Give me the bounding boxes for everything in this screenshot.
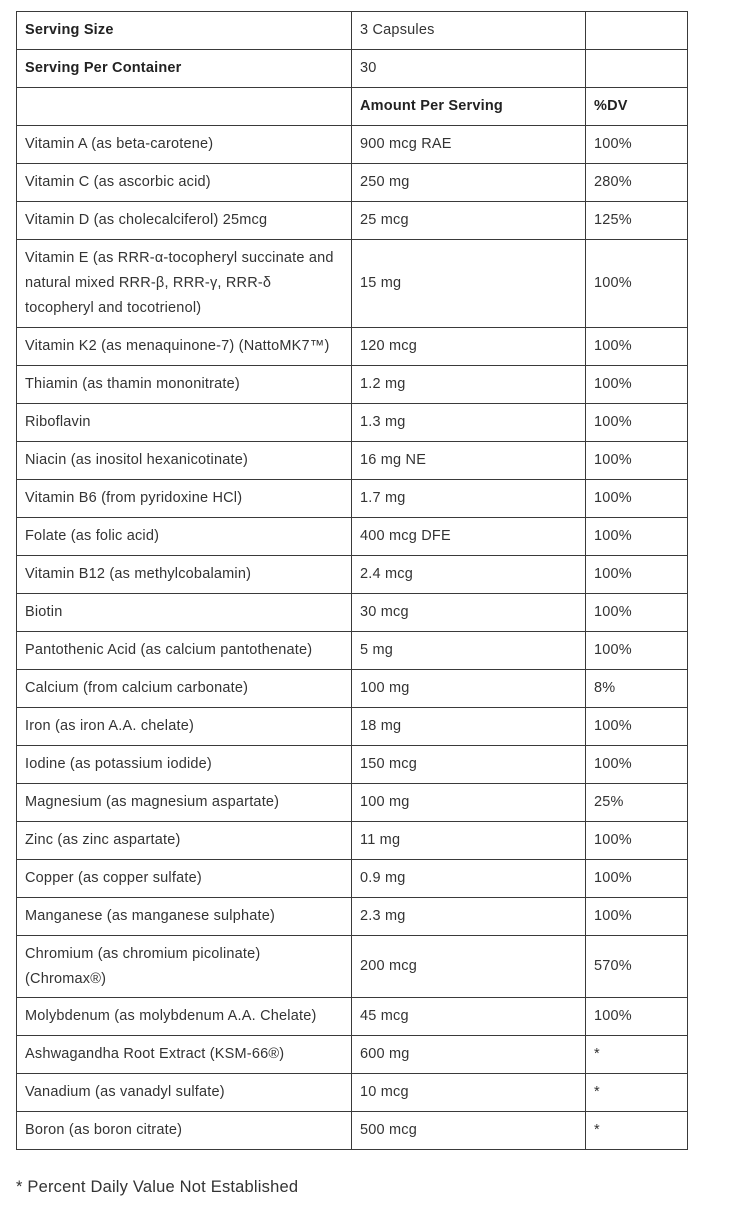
nutrient-rows (17, 126, 688, 1150)
nutrient-name: Zinc (as zinc aspartate) (17, 822, 352, 860)
nutrient-amount: 18 mg (352, 708, 586, 746)
servings-per-container-row (17, 50, 688, 88)
nutrient-name: Thiamin (as thamin mononitrate) (17, 366, 352, 404)
nutrient-name: Manganese (as manganese sulphate) (17, 898, 352, 936)
table-row (17, 708, 688, 746)
table-row (17, 632, 688, 670)
nutrient-name: Iodine (as potassium iodide) (17, 746, 352, 784)
table-row (17, 936, 688, 998)
nutrient-amount: 250 mg (352, 164, 586, 202)
table-row (17, 518, 688, 556)
nutrient-name: Magnesium (as magnesium aspartate) (17, 784, 352, 822)
table-row (17, 784, 688, 822)
nutrient-amount: 100 mg (352, 784, 586, 822)
nutrient-amount: 1.3 mg (352, 404, 586, 442)
nutrient-dv: 100% (586, 708, 688, 746)
nutrient-name: Riboflavin (17, 404, 352, 442)
nutrient-name: Biotin (17, 594, 352, 632)
table-row (17, 366, 688, 404)
nutrient-dv: * (586, 1074, 688, 1112)
table-row (17, 556, 688, 594)
nutrient-dv: 100% (586, 518, 688, 556)
nutrient-amount: 120 mcg (352, 328, 586, 366)
nutrient-dv: 100% (586, 746, 688, 784)
nutrient-name: Boron (as boron citrate) (17, 1112, 352, 1150)
nutrient-dv: 100% (586, 632, 688, 670)
nutrient-amount: 400 mcg DFE (352, 518, 586, 556)
table-row (17, 126, 688, 164)
nutrient-amount: 10 mcg (352, 1074, 586, 1112)
nutrient-dv: 100% (586, 898, 688, 936)
nutrient-name: Ashwagandha Root Extract (KSM-66®) (17, 1036, 352, 1074)
nutrient-dv: 100% (586, 556, 688, 594)
nutrient-dv: 100% (586, 594, 688, 632)
table-row (17, 998, 688, 1036)
table-row (17, 860, 688, 898)
nutrient-name: Vitamin C (as ascorbic acid) (17, 164, 352, 202)
table-row (17, 442, 688, 480)
nutrient-amount: 200 mcg (352, 936, 586, 998)
table-row (17, 670, 688, 708)
nutrient-dv: 570% (586, 936, 688, 998)
footnote: * Percent Daily Value Not Established (16, 1178, 299, 1196)
table-row (17, 164, 688, 202)
nutrient-dv: 100% (586, 328, 688, 366)
column-header-empty (17, 88, 352, 126)
nutrient-amount: 1.2 mg (352, 366, 586, 404)
table-row (17, 404, 688, 442)
nutrient-amount: 500 mcg (352, 1112, 586, 1150)
nutrient-amount: 150 mcg (352, 746, 586, 784)
nutrient-dv: 100% (586, 480, 688, 518)
nutrient-amount: 25 mcg (352, 202, 586, 240)
nutrient-name: Vitamin D (as cholecalciferol) 25mcg (17, 202, 352, 240)
nutrient-amount: 900 mcg RAE (352, 126, 586, 164)
nutrient-dv: 125% (586, 202, 688, 240)
nutrient-name: Vitamin B12 (as methylcobalamin) (17, 556, 352, 594)
table-row (17, 1036, 688, 1074)
nutrient-name: Vitamin K2 (as menaquinone-7) (NattoMK7™) (17, 328, 352, 366)
table-row (17, 594, 688, 632)
serving-size-value: 3 Capsules (352, 12, 586, 50)
nutrient-amount: 2.4 mcg (352, 556, 586, 594)
nutrient-amount: 30 mcg (352, 594, 586, 632)
serving-size-label: Serving Size (17, 12, 352, 50)
nutrient-name: Vanadium (as vanadyl sulfate) (17, 1074, 352, 1112)
nutrient-name: Molybdenum (as molybdenum A.A. Chelate) (17, 998, 352, 1036)
nutrient-name: Iron (as iron A.A. chelate) (17, 708, 352, 746)
nutrient-dv: 100% (586, 366, 688, 404)
nutrient-name: Pantothenic Acid (as calcium pantothenate) (17, 632, 352, 670)
nutrient-amount: 2.3 mg (352, 898, 586, 936)
nutrient-name: Vitamin A (as beta-carotene) (17, 126, 352, 164)
column-header-row (17, 88, 688, 126)
nutrient-dv: 25% (586, 784, 688, 822)
nutrient-name: Vitamin E (as RRR-α-tocopheryl succinate and natural mixed RRR-β, RRR-γ, RRR-δ tocopheryl and tocotrienol) (17, 240, 352, 328)
nutrient-dv: 8% (586, 670, 688, 708)
nutrient-name: Vitamin B6 (from pyridoxine HCl) (17, 480, 352, 518)
nutrient-amount: 0.9 mg (352, 860, 586, 898)
nutrient-amount: 600 mg (352, 1036, 586, 1074)
servings-per-container-label: Serving Per Container (17, 50, 352, 88)
table-row (17, 822, 688, 860)
servings-per-container-dv (586, 50, 688, 88)
table-row (17, 240, 688, 328)
nutrient-amount: 11 mg (352, 822, 586, 860)
table-row (17, 898, 688, 936)
nutrient-amount: 1.7 mg (352, 480, 586, 518)
table-row (17, 746, 688, 784)
nutrient-dv: 100% (586, 860, 688, 898)
table-row (17, 1074, 688, 1112)
nutrient-dv: 100% (586, 126, 688, 164)
nutrient-amount: 15 mg (352, 240, 586, 328)
table-row (17, 480, 688, 518)
nutrient-name: Niacin (as inositol hexanicotinate) (17, 442, 352, 480)
nutrient-name: Calcium (from calcium carbonate) (17, 670, 352, 708)
nutrient-amount: 100 mg (352, 670, 586, 708)
nutrient-dv: 100% (586, 442, 688, 480)
servings-per-container-value: 30 (352, 50, 586, 88)
nutrient-dv: 100% (586, 240, 688, 328)
nutrient-name: Copper (as copper sulfate) (17, 860, 352, 898)
dv-header: %DV (586, 88, 688, 126)
table-row (17, 1112, 688, 1150)
nutrient-dv: 100% (586, 822, 688, 860)
nutrient-dv: 100% (586, 404, 688, 442)
nutrient-amount: 5 mg (352, 632, 586, 670)
table-row (17, 328, 688, 366)
supplement-facts-table (16, 11, 688, 1150)
nutrient-amount: 45 mcg (352, 998, 586, 1036)
nutrient-name: Chromium (as chromium picolinate) (Chromax®) (17, 936, 352, 998)
nutrient-dv: 280% (586, 164, 688, 202)
nutrient-dv: 100% (586, 998, 688, 1036)
nutrient-dv: * (586, 1112, 688, 1150)
table-row (17, 202, 688, 240)
serving-size-dv (586, 12, 688, 50)
serving-size-row (17, 12, 688, 50)
nutrient-amount: 16 mg NE (352, 442, 586, 480)
amount-per-serving-header: Amount Per Serving (352, 88, 586, 126)
nutrient-dv: * (586, 1036, 688, 1074)
nutrient-name: Folate (as folic acid) (17, 518, 352, 556)
